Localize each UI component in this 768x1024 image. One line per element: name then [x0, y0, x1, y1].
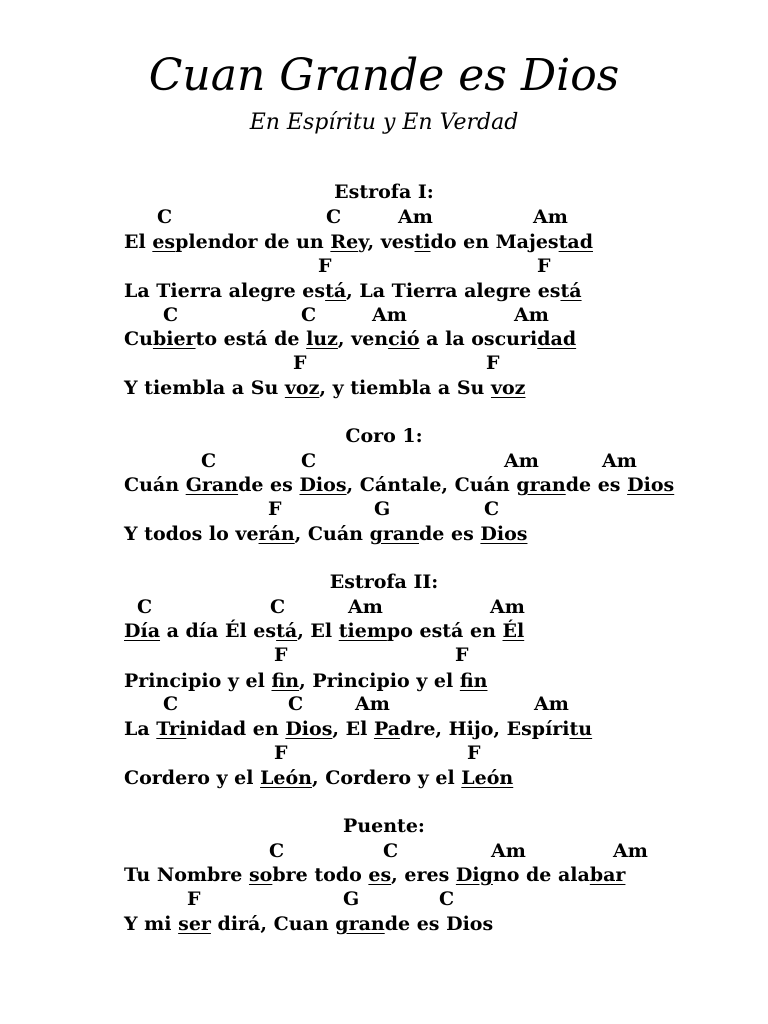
- lyric-text: Cu: [124, 328, 153, 350]
- chord: C: [383, 840, 399, 862]
- stressed-syllable: voz: [284, 377, 320, 399]
- chord: G: [343, 888, 360, 910]
- lyric-line: [124, 328, 576, 350]
- song-subtitle: En Espíritu y En Verdad: [249, 110, 519, 135]
- lyric-text: Y mi: [124, 913, 179, 935]
- lyric-text: Cuán: [124, 474, 186, 496]
- chord: Am: [348, 596, 383, 618]
- stressed-syllable: Dig: [455, 864, 493, 886]
- chord: Am: [533, 206, 568, 228]
- stressed-syllable: León: [260, 767, 312, 789]
- chord: C: [270, 596, 286, 618]
- lyric-text: El: [124, 231, 153, 253]
- lyric-text: a día Él es: [160, 620, 277, 642]
- lyric-line: [124, 231, 593, 253]
- lyric-text: de es: [419, 523, 481, 545]
- lyric-text: Principio y el: [124, 670, 272, 692]
- chord: F: [293, 352, 307, 374]
- chord: C: [269, 840, 285, 862]
- lyric-text: La Tierra alegre es: [124, 280, 326, 302]
- lyric-text: , eres: [391, 864, 456, 886]
- stressed-syllable: Dios: [627, 474, 675, 496]
- chord: C: [301, 304, 317, 326]
- lyric-text: , Cuán: [294, 523, 370, 545]
- lyric-text: de es: [238, 474, 300, 496]
- stressed-syllable: Día: [124, 620, 161, 642]
- lyric-text: Y tiembla a Su: [124, 377, 285, 399]
- stressed-syllable: tá: [325, 280, 347, 302]
- chord: Am: [602, 450, 637, 472]
- stressed-syllable: tá: [560, 280, 582, 302]
- lyric-text: , Cordero y el: [312, 767, 462, 789]
- stressed-syllable: Gran: [185, 474, 239, 496]
- section-heading: Estrofa II:: [329, 571, 439, 593]
- stressed-syllable: dad: [537, 328, 577, 350]
- chord: C: [157, 206, 173, 228]
- lyric-text: nidad en: [186, 718, 286, 740]
- lyric-text: Cordero y el: [124, 767, 261, 789]
- stressed-syllable: Re: [330, 231, 359, 253]
- lyric-text: dre, Hijo, Espíri: [400, 718, 570, 740]
- lyric-text: , El: [297, 620, 339, 642]
- chord: C: [137, 596, 153, 618]
- chord: Am: [490, 596, 525, 618]
- lyric-text: de es: [565, 474, 628, 496]
- stressed-syllable: Dios: [480, 523, 528, 545]
- stressed-syllable: fin: [271, 670, 300, 692]
- chord: C: [484, 498, 500, 520]
- lyric-text: , La Tierra alegre es: [346, 280, 561, 302]
- stressed-syllable: es: [152, 231, 176, 253]
- chord: C: [301, 450, 317, 472]
- stressed-syllable: bier: [152, 328, 196, 350]
- stressed-syllable: Dios: [299, 474, 347, 496]
- lyric-line: [124, 767, 513, 789]
- stressed-syllable: fin: [459, 670, 488, 692]
- lyric-line: [124, 718, 592, 740]
- chord: F: [268, 498, 282, 520]
- stressed-syllable: rán: [258, 523, 295, 545]
- chord: C: [163, 304, 179, 326]
- chord: C: [326, 206, 342, 228]
- lyric-text: po está en: [386, 620, 503, 642]
- chord: F: [455, 644, 469, 666]
- chord: C: [439, 888, 455, 910]
- chord: C: [163, 693, 179, 715]
- stressed-syllable: Él: [502, 620, 525, 642]
- lyric-line: [124, 620, 524, 642]
- lyric-text: to está de: [195, 328, 307, 350]
- chord: C: [201, 450, 217, 472]
- lyric-text: , y tiembla a Su: [319, 377, 491, 399]
- lyric-text: , El: [332, 718, 374, 740]
- lyric-line: [124, 377, 525, 399]
- chord: Am: [514, 304, 549, 326]
- stressed-syllable: bar: [589, 864, 626, 886]
- chord: Am: [613, 840, 648, 862]
- lyric-text: no de ala: [492, 864, 590, 886]
- stressed-syllable: luz: [306, 328, 338, 350]
- section-heading: Puente:: [343, 815, 425, 837]
- stressed-syllable: tá: [276, 620, 298, 642]
- lyric-line: [124, 474, 674, 496]
- lyric-text: plendor de un: [175, 231, 331, 253]
- stressed-syllable: tu: [569, 718, 593, 740]
- chord: C: [288, 693, 304, 715]
- chord: Am: [398, 206, 433, 228]
- chord: F: [467, 742, 481, 764]
- chord: F: [537, 255, 551, 277]
- lyric-line: [124, 523, 527, 545]
- chord: Am: [534, 693, 569, 715]
- stressed-syllable: es: [368, 864, 392, 886]
- lyric-text: a la oscuri: [419, 328, 538, 350]
- lyric-text: , Cántale, Cuán: [346, 474, 517, 496]
- lyric-line: [124, 280, 582, 302]
- stressed-syllable: ser: [178, 913, 211, 935]
- section-heading: Estrofa I:: [334, 181, 434, 203]
- lyric-text: de es Dios: [384, 913, 494, 935]
- chord: F: [318, 255, 332, 277]
- lyric-line: [124, 913, 493, 935]
- chord: Am: [355, 693, 390, 715]
- lyric-text: Y todos lo ve: [124, 523, 259, 545]
- lyric-text: do en Majes: [430, 231, 559, 253]
- stressed-syllable: Pa: [373, 718, 401, 740]
- stressed-syllable: so: [248, 864, 273, 886]
- stressed-syllable: Tri: [156, 718, 187, 740]
- lyric-text: , Principio y el: [299, 670, 460, 692]
- chord: Am: [491, 840, 526, 862]
- stressed-syllable: gran: [516, 474, 566, 496]
- chord: F: [274, 644, 288, 666]
- stressed-syllable: tiem: [338, 620, 387, 642]
- lyric-line: [124, 670, 487, 692]
- stressed-syllable: tad: [558, 231, 593, 253]
- stressed-syllable: León: [461, 767, 514, 789]
- chord: F: [486, 352, 500, 374]
- lyric-text: dirá, Cuan: [210, 913, 336, 935]
- lyric-text: Tu Nombre: [124, 864, 249, 886]
- chord: G: [374, 498, 391, 520]
- lyric-line: [124, 864, 625, 886]
- chord: Am: [504, 450, 539, 472]
- chord: F: [187, 888, 201, 910]
- lyric-text: , ven: [337, 328, 389, 350]
- stressed-syllable: Dios: [285, 718, 333, 740]
- stressed-syllable: voz: [490, 377, 526, 399]
- lyric-text: La: [124, 718, 157, 740]
- stressed-syllable: ció: [388, 328, 420, 350]
- chord: F: [274, 742, 288, 764]
- chord: Am: [372, 304, 407, 326]
- section-heading: Coro 1:: [345, 425, 423, 447]
- lyric-text: bre todo: [272, 864, 369, 886]
- lyric-text: y, ves: [358, 231, 415, 253]
- stressed-syllable: gran: [335, 913, 385, 935]
- song-title: Cuan Grande es Dios: [148, 50, 620, 101]
- stressed-syllable: ti: [414, 231, 431, 253]
- stressed-syllable: gran: [369, 523, 419, 545]
